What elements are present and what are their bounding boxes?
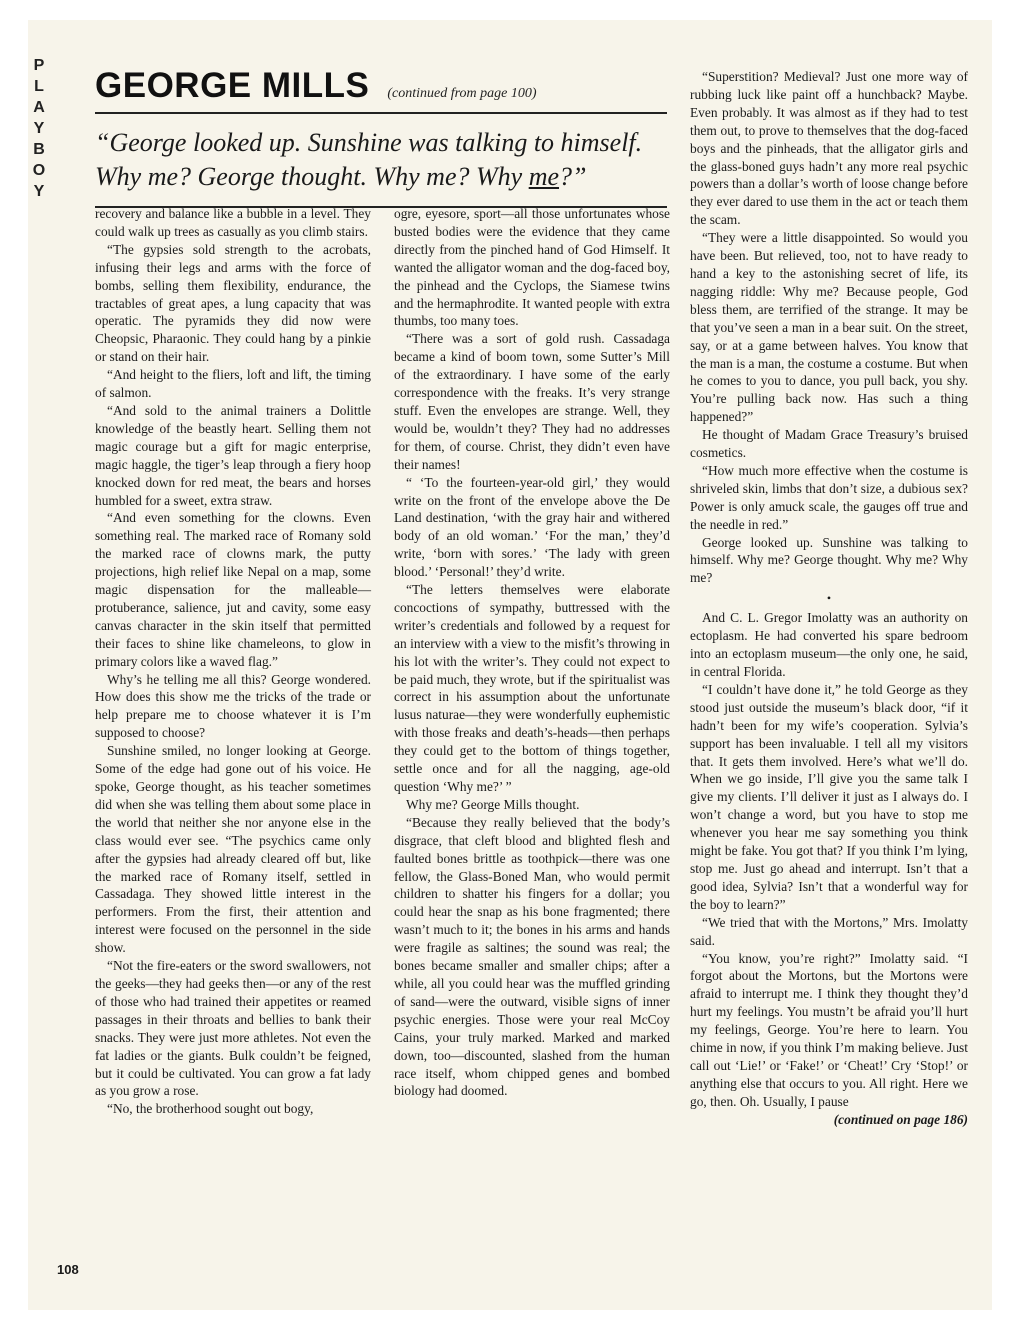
paragraph: Why me? George Mills thought.	[406, 796, 580, 812]
paragraph: “And height to the fliers, loft and lift, the timing of salmon.	[95, 367, 371, 401]
paragraph: “Not the fire-eaters or the sword swallowers, not the geeks—they had geeks then—or any of the rest of those who had trained their appetites or reamed passages in their throats and bellies to bank their snacks. They were just more athletes. Not even the fat ladies or the giants. Bulk couldn’t be feigned, but it could be cultivated. You can grow a fat lady as you grow a rose.	[95, 958, 371, 1099]
paragraph: “Superstition? Medieval? Just one more way of rubbing luck like paint off a hunchback? Maybe. Even probably. It was almost as if they had to test them out, to prove to themselves that the dog-faced boys and the pinheads, that the alligator girls and the glass-boned guys hadn’t any more real psychic powers than a dollar’s worth of loose change before they ever dared to use them in the act or teach them the scam.	[690, 69, 968, 228]
article-header	[95, 66, 667, 208]
header-rule	[95, 112, 667, 114]
paragraph: Sunshine smiled, no longer looking at George. Some of the edge had gone out of his voice. He spoke, George thought, as his teacher sometimes did when she was telling them about some place in the world that neither she nor anyone else in the class would ever see. “The psychics came only after the gypsies had already cleared off but, like the marked race of Romany itself, settled in Cassadaga. They showed little interest in the performers. From the first, their attention and interest were focused on the personnel in the side show.	[95, 743, 371, 956]
paragraph: “Because they really believed that the body’s disgrace, that cleft blood and blighted flesh and faulted bones brittle as toothpick—there was one fellow, the Glass-Boned Man, who would permit children to shatter his fingers for a dollar; you could hear the snap as his bone fragmented; there wasn’t much to it; the bones in his arms and hands were fragile as saltines; the sound was real; the bones became smaller and smaller chips; after a while, all you could hear was the muffled grinding of sand—were the outward, visible signs of inner psychic energies. Those were your real McCoy Cains, your truly marked. Marked and marked down, too—discounted, slashed from the human race itself, whom chipped genes and bombed biology had doomed.	[394, 814, 670, 1099]
sidebar-letter: Y	[33, 183, 45, 200]
paragraph: “And sold to the animal trainers a Dolittle knowledge of the beastly heart. Selling them not magic courage but a gift for magic enterprise, magic haggle, the tiger’s leap through a fiery hoop knocked down for red meat, the bears and horses humbled for a sweet, extra straw.	[95, 402, 371, 508]
sidebar-letter: P	[33, 57, 45, 74]
text-column-3	[690, 68, 968, 1129]
paragraph: Why’s he telling me all this? George wondered. How does this show me the tricks of the trade or help prepare me to choose whatever it is I’m supposed to choose?	[95, 671, 371, 741]
paragraph: “No, the brotherhood sought out bogy,	[107, 1101, 314, 1117]
pullquote-line: “George looked up. Sunshine was talking to himself.	[95, 128, 643, 157]
pullquote-text: Why me? George thought. Why me? Why	[95, 162, 529, 191]
section-break-bullet: •	[826, 591, 832, 606]
sidebar-letter: Y	[33, 120, 45, 137]
paragraph: “I couldn’t have done it,” he told George as they stood just outside the museum’s black door, “if it hadn’t been for my wife’s cooperation. Sylvia’s support has been invaluable. I tell all my visitors that. It gets them involved. Here’s what we’ll do. When we go inside, I’ll give you the same talk I give my clients. I’ll deliver it just as I always do. I won’t change a word, but you have to stop me whenever you hear me say something you think might be fake. You got that? If you think I’m lying, stop me. Just go ahead and interrupt. Isn’t that a good idea, Sylvia? Isn’t that a wonderful way for the boy to learn?”	[690, 681, 968, 912]
continued-from-note: (continued from page 100)	[387, 86, 537, 101]
pullquote-underlined-word: me	[528, 162, 560, 191]
text-column-2	[394, 205, 670, 1100]
paragraph: “You know, you’re right?” Imolatty said. “I forgot about the Mortons, but the Mortons were afraid to interrupt me. I think they thought they’d hurt my feelings. You mustn’t be afraid you’ll hurt my feelings, George. You’re here to learn. You chime in now, if you think I’m making believe. Just call out ‘Lie!’ or ‘Fake!’ or ‘Cheat!’ Cry ‘Stop!’ or anything else that occurs to you. All right. Here we go, then. Oh. Usually, I pause	[690, 950, 968, 1109]
paragraph: recovery and balance like a bubble in a level. They could walk up trees as casually as you climb stairs.	[95, 206, 371, 239]
page-number: 108	[57, 1262, 79, 1277]
paragraph: “The letters themselves were elaborate concoctions of sympathy, buttressed with the writer’s credentials and followed by a request for an interview with a view to the misfit’s throwing in his lot with the writer’s. They could not expect to be paid much, they wrote, but if the spiritualist was correct in his assumption about the unfortunate lusus naturae—they were wonderfully euphemistic with those freaks and death’s-heads—then perhaps they could get to the bottom of things together, settle once and for all the nagging, age-old question ‘Why me?’ ”	[394, 582, 670, 794]
sidebar-letter: L	[34, 78, 44, 95]
paragraph: “And even something for the clowns. Even something real. The marked race of Romany sold the marked race of clowns mark, the putty projections, high relief like Nepal on a map, some magic dispensation for the malleable—protuberance, salience, jut and cavity, some easy canvas character in the skin itself that permitted their faces to shine like chameleons, to glow in primary colors like a waved flag.”	[95, 510, 371, 669]
continued-on-note: (continued on page 186)	[833, 1111, 968, 1127]
paragraph: He thought of Madam Grace Treasury’s bruised cosmetics.	[690, 427, 968, 461]
pullquote-end: ?”	[559, 162, 587, 191]
paragraph: “We tried that with the Mortons,” Mrs. Imolatty said.	[690, 914, 968, 948]
paragraph: “ ‘To the fourteen-year-old girl,’ they would write on the front of the envelope above the De Land destination, ‘with the gray hair and withered body of an old woman.’ ‘For the man,’ they’d write, ‘born with sores.’ ‘The lady with green blood.’ ‘Personal!’ they’d write.	[394, 474, 670, 580]
pullquote	[95, 126, 667, 194]
pullquote-line	[95, 160, 667, 194]
sidebar-letter: B	[33, 141, 45, 158]
magazine-name-vertical	[30, 55, 48, 305]
paragraph: “There was a sort of gold rush. Cassadaga became a kind of boom town, some Sutter’s Mill of the extraordinary. I have some of the early correspondence with the freaks. It’s very strange stuff. Even the envelopes are strange. Well, they would be, wouldn’t they? They had no addresses for them, of course. Christ, they didn’t even have their names!	[394, 331, 670, 472]
text-column-1	[95, 205, 371, 1118]
paragraph: “How much more effective when the costume is shriveled skin, limbs that don’t size, a dubious sex? Power is only amuck scale, the gauges off true and the needle in red.”	[690, 462, 968, 532]
sidebar-letter: A	[33, 99, 45, 116]
sidebar-letter: O	[32, 162, 46, 179]
paragraph: “They were a little disappointed. So would you have been. But relieved, too, not to have ready to hand a key to the astonishing secret of life, its nagging riddle: Why me? Because people, God bless them, are terrified of the strange. It may be that you’ve seen a man in a bear suit. On the street, say, or at a game between halves. You know that the man is a man, the costume a costume. But when he comes to you to dance, you pull back, you shy. You’re pulling back now. Has such a thing happened?”	[690, 230, 968, 425]
paragraph: “The gypsies sold strength to the acrobats, infusing their legs and arms with the force of bombs, selling them flexibility, endurance, the tractables of great apes, a lung capacity that was operatic. The pyramids they did now were Cheopsic, Pharaonic. They could hang by a pinkie or stand on their hair.	[95, 241, 371, 365]
paragraph: And C. L. Gregor Imolatty was an authority on ectoplasm. He had converted his spare bedroom into an ectoplasm museum—the only one, he said, in central Florida.	[690, 610, 968, 679]
paragraph: ogre, eyesore, sport—all those unfortunates whose busted bodies were the evidence that they came directly from the pinched hand of God Himself. It wanted the alligator woman and the dog-faced boy, the pinhead and the Cyclops, the Siamese twins and the hermaphrodite. It wanted people with extra thumbs, too many toes.	[394, 206, 670, 329]
article-title: GEORGE MILLS	[95, 66, 370, 105]
paragraph: George looked up. Sunshine was talking to himself. Why me? George thought. Why me? Why me?	[690, 534, 968, 586]
